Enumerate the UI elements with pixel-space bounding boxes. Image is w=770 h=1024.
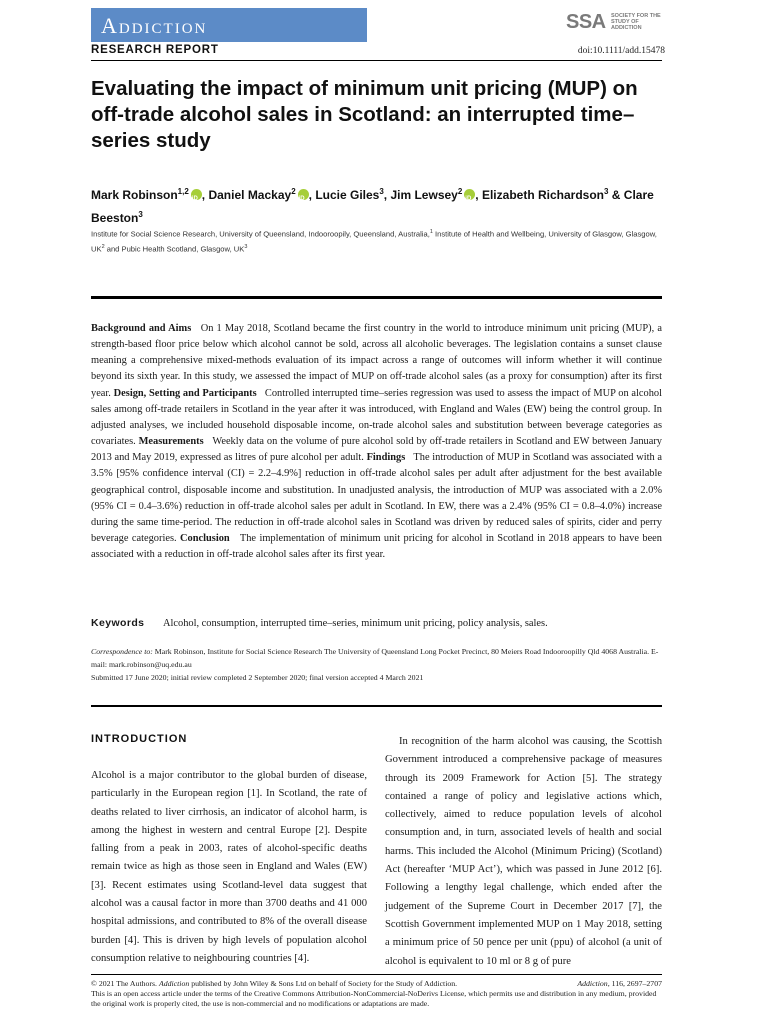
affiliation-1: Institute for Social Science Research, University of Queensland, Indooroopily, Queensland, Australia, xyxy=(91,229,430,239)
footer-divider xyxy=(91,974,662,975)
author-separator: , xyxy=(383,188,391,202)
abstract-design-text: Controlled interrupted time–series regression was used to assess the impact of MUP on alcohol sales among off-trade retailers in Scotland in the year after it was introduced, with England and Wales (EW) being the control group. In adjusted analyses, we included household disposable income, on-trade alcohol sales and substitution between beverage categories as covariates. xyxy=(91,387,663,448)
author-name[interactable]: Lucie Giles xyxy=(315,188,380,202)
abstract-findings-text: The introduction of MUP in Scotland was associated with a 3.5% [95% confidence interval (CI) = 2.2–4.9%] reduction in off-trade alcohol sales per adult after adjustment for the best available geographical control, disposable income and substitution. In unadjusted analysis, the introduction of MUP was associated with a 2.0% (95% CI = 0.4–3.6%) reduction in off-trade alcohol sales per adult in Scotland. In EW, there was a 2.4% (95% CI = 0.8–4.0%) increase during the same time-period. The reduction in off-trade alcohol sales in Scotland was driven by reduced sales of spirits, cider and perry beverage categories. xyxy=(91,452,662,545)
affiliation-3: and Pubic Health Scotland, Glasgow, UK xyxy=(104,244,245,254)
affiliation-3-marker: 3 xyxy=(244,243,248,250)
correspondence-text: Mark Robinson, Institute for Social Science Research The University of Queensland Long Pocket Precinct, 80 Meiers Road Indooroopilly Qld 4068 Australia. E-mail: mark.robinson@uq.edu.au xyxy=(91,647,659,669)
abstract-measurements-label: Measurements xyxy=(138,436,204,448)
abstract-background-label: Background and Aims xyxy=(91,323,192,334)
abstract xyxy=(91,321,662,563)
author-separator: & xyxy=(608,188,624,202)
author-name[interactable]: Clare Beeston xyxy=(91,188,654,225)
abstract-conclusion-label: Conclusion xyxy=(180,533,230,545)
intro-paragraph-2: In recognition of the harm alcohol was causing, the Scottish Government introduced a comprehensive package of measures through its 2009 Framework for Action [5]. The strategy contained a range of policy and legislative actions which, collectively, aimed to reduce population levels of alcohol consumption and, in turn, associated levels of health and social harms. This included the Alcohol (Minimum Pricing) (Scotland) Act (hereafter ‘MUP Act’), which was passed in June 2012 [6]. Following a lengthy legal challenge, which ended after the judgement of the Supreme Court in December 2017 [7], the Scottish Government implemented MUP on 1 May 2018, setting a minimum price of 50 pence per unit (ppu) of alcohol (a unit of alcohol is equivalent to 10 ml or 8 g of pure xyxy=(385,736,662,967)
abstract-design-label: Design, Setting and Participants xyxy=(113,387,257,399)
copyright-post: published by John Wiley & Sons Ltd on behalf of Society for the Study of Addiction. xyxy=(189,979,458,988)
author-affiliation-marker: 2 xyxy=(291,187,296,196)
author-affiliation-marker: 3 xyxy=(379,187,384,196)
affiliation-2-marker: 2 xyxy=(101,243,105,250)
body-column-left xyxy=(91,767,367,968)
abstract-findings-label: Findings xyxy=(366,452,406,464)
author-name[interactable]: Jim Lewsey xyxy=(390,188,458,202)
journal-name: Addiction xyxy=(101,13,208,38)
abstract-divider xyxy=(91,296,662,299)
author-name[interactable]: Mark Robinson xyxy=(91,188,178,202)
copyright-pre: © 2021 The Authors. xyxy=(91,979,159,988)
ssa-logo-text: SOCIETY FOR THE STUDY OF ADDICTION xyxy=(611,13,661,31)
citation-volume-pages: , 116, 2697–2707 xyxy=(607,979,662,988)
journal-banner xyxy=(91,8,367,42)
orcid-icon[interactable] xyxy=(298,189,309,200)
section-heading-introduction: INTRODUCTION xyxy=(91,733,188,745)
author-affiliation-marker: 3 xyxy=(138,210,143,219)
copyright-journal: Addiction xyxy=(158,979,190,988)
submission-dates: Submitted 17 June 2020; initial review completed 2 September 2020; final version accepted 4 March 2021 xyxy=(91,673,424,682)
affiliation-1-marker: 1 xyxy=(429,229,433,235)
author-affiliation-marker: 2 xyxy=(457,187,463,196)
body-divider xyxy=(91,705,662,707)
author-separator: , xyxy=(308,188,316,202)
author-affiliation-marker: 1,2 xyxy=(177,187,189,196)
keywords-label: Keywords xyxy=(91,617,145,629)
license-notice: This is an open access article under the terms of the Creative Commons Attribution-NonCommercial-NoDerivs License, which permits use and distribution in any medium, provided the original work is properly cited, the use is non-commercial and no modifications or adaptations are made. xyxy=(91,989,657,1008)
copyright-notice xyxy=(91,979,531,989)
affiliations xyxy=(91,226,666,255)
ssa-logo xyxy=(566,10,662,40)
abstract-conclusion-text: The implementation of minimum unit pricing for alcohol in Scotland in 2018 appears to have been associated with a reduction in off-trade alcohol sales after its first year. xyxy=(91,533,662,561)
correspondence-label: Correspondence to: xyxy=(91,647,153,656)
author-name[interactable]: Daniel Mackay xyxy=(208,188,292,202)
ssa-logo-mark: SSA xyxy=(566,11,606,33)
article-title: Evaluating the impact of minimum unit pricing (MUP) on off-trade alcohol sales in Scotland: an interrupted time–series study xyxy=(91,77,638,152)
intro-paragraph-1: Alcohol is a major contributor to the global burden of disease, particularly in the European region [1]. In Scotland, the rate of deaths related to liver cirrhosis, an indicator of alcohol harm, is among the highest in western and central Europe [2]. Despite falling from a peak in 2003, rates of alcohol-specific deaths remain twice as high as those seen in England and Wales (EW) [3]. Recent estimates using Scotland-level data suggest that alcohol was a causal factor in more than 3700 deaths and 41 000 hospital admissions, and contributed to 8% of the overall disease burden [4]. This is driven by high levels of population alcohol consumption relative to neighbouring countries [4]. xyxy=(91,770,367,964)
correspondence xyxy=(91,646,662,671)
article-type: RESEARCH REPORT xyxy=(91,44,219,56)
author-separator: , xyxy=(475,188,482,202)
header-divider xyxy=(91,60,662,61)
keywords-text: Alcohol, consumption, interrupted time–series, minimum unit pricing, policy analysis, sales. xyxy=(163,618,548,629)
citation-info xyxy=(577,979,662,989)
abstract-measurements-text: Weekly data on the volume of pure alcohol sold by off-trade retailers in Scotland and EW between January 2013 and May 2019, expressed as litres of pure alcohol per adult. xyxy=(91,436,662,464)
doi-link[interactable]: doi:10.1111/add.15478 xyxy=(577,46,665,56)
author-separator: , xyxy=(201,188,209,202)
abstract-background-text: On 1 May 2018, Scotland became the first country in the world to introduce minimum unit pricing (MUP), a strength-based floor price below which alcohol cannot be sold, across all alcoholic beverages. The legislation contains a sunset clause meaning a comprehensive mixed-methods evaluation of its impact across a range of outcomes will inform whether it will continue beyond its sixth year. In this study, we assessed the impact of MUP on off-trade alcohol sales (as a proxy for consumption) after its first year. xyxy=(91,323,662,399)
author-list xyxy=(91,182,666,228)
orcid-icon[interactable] xyxy=(191,189,202,200)
body-column-right xyxy=(385,733,662,971)
author-affiliation-marker: 3 xyxy=(604,187,609,196)
author-name[interactable]: Elizabeth Richardson xyxy=(481,188,604,202)
citation-journal: Addiction xyxy=(577,979,608,988)
orcid-icon[interactable] xyxy=(464,189,475,200)
keywords xyxy=(91,616,662,631)
affiliation-2: Institute of Health and Wellbeing, University of Glasgow, Glasgow, UK xyxy=(91,229,657,254)
